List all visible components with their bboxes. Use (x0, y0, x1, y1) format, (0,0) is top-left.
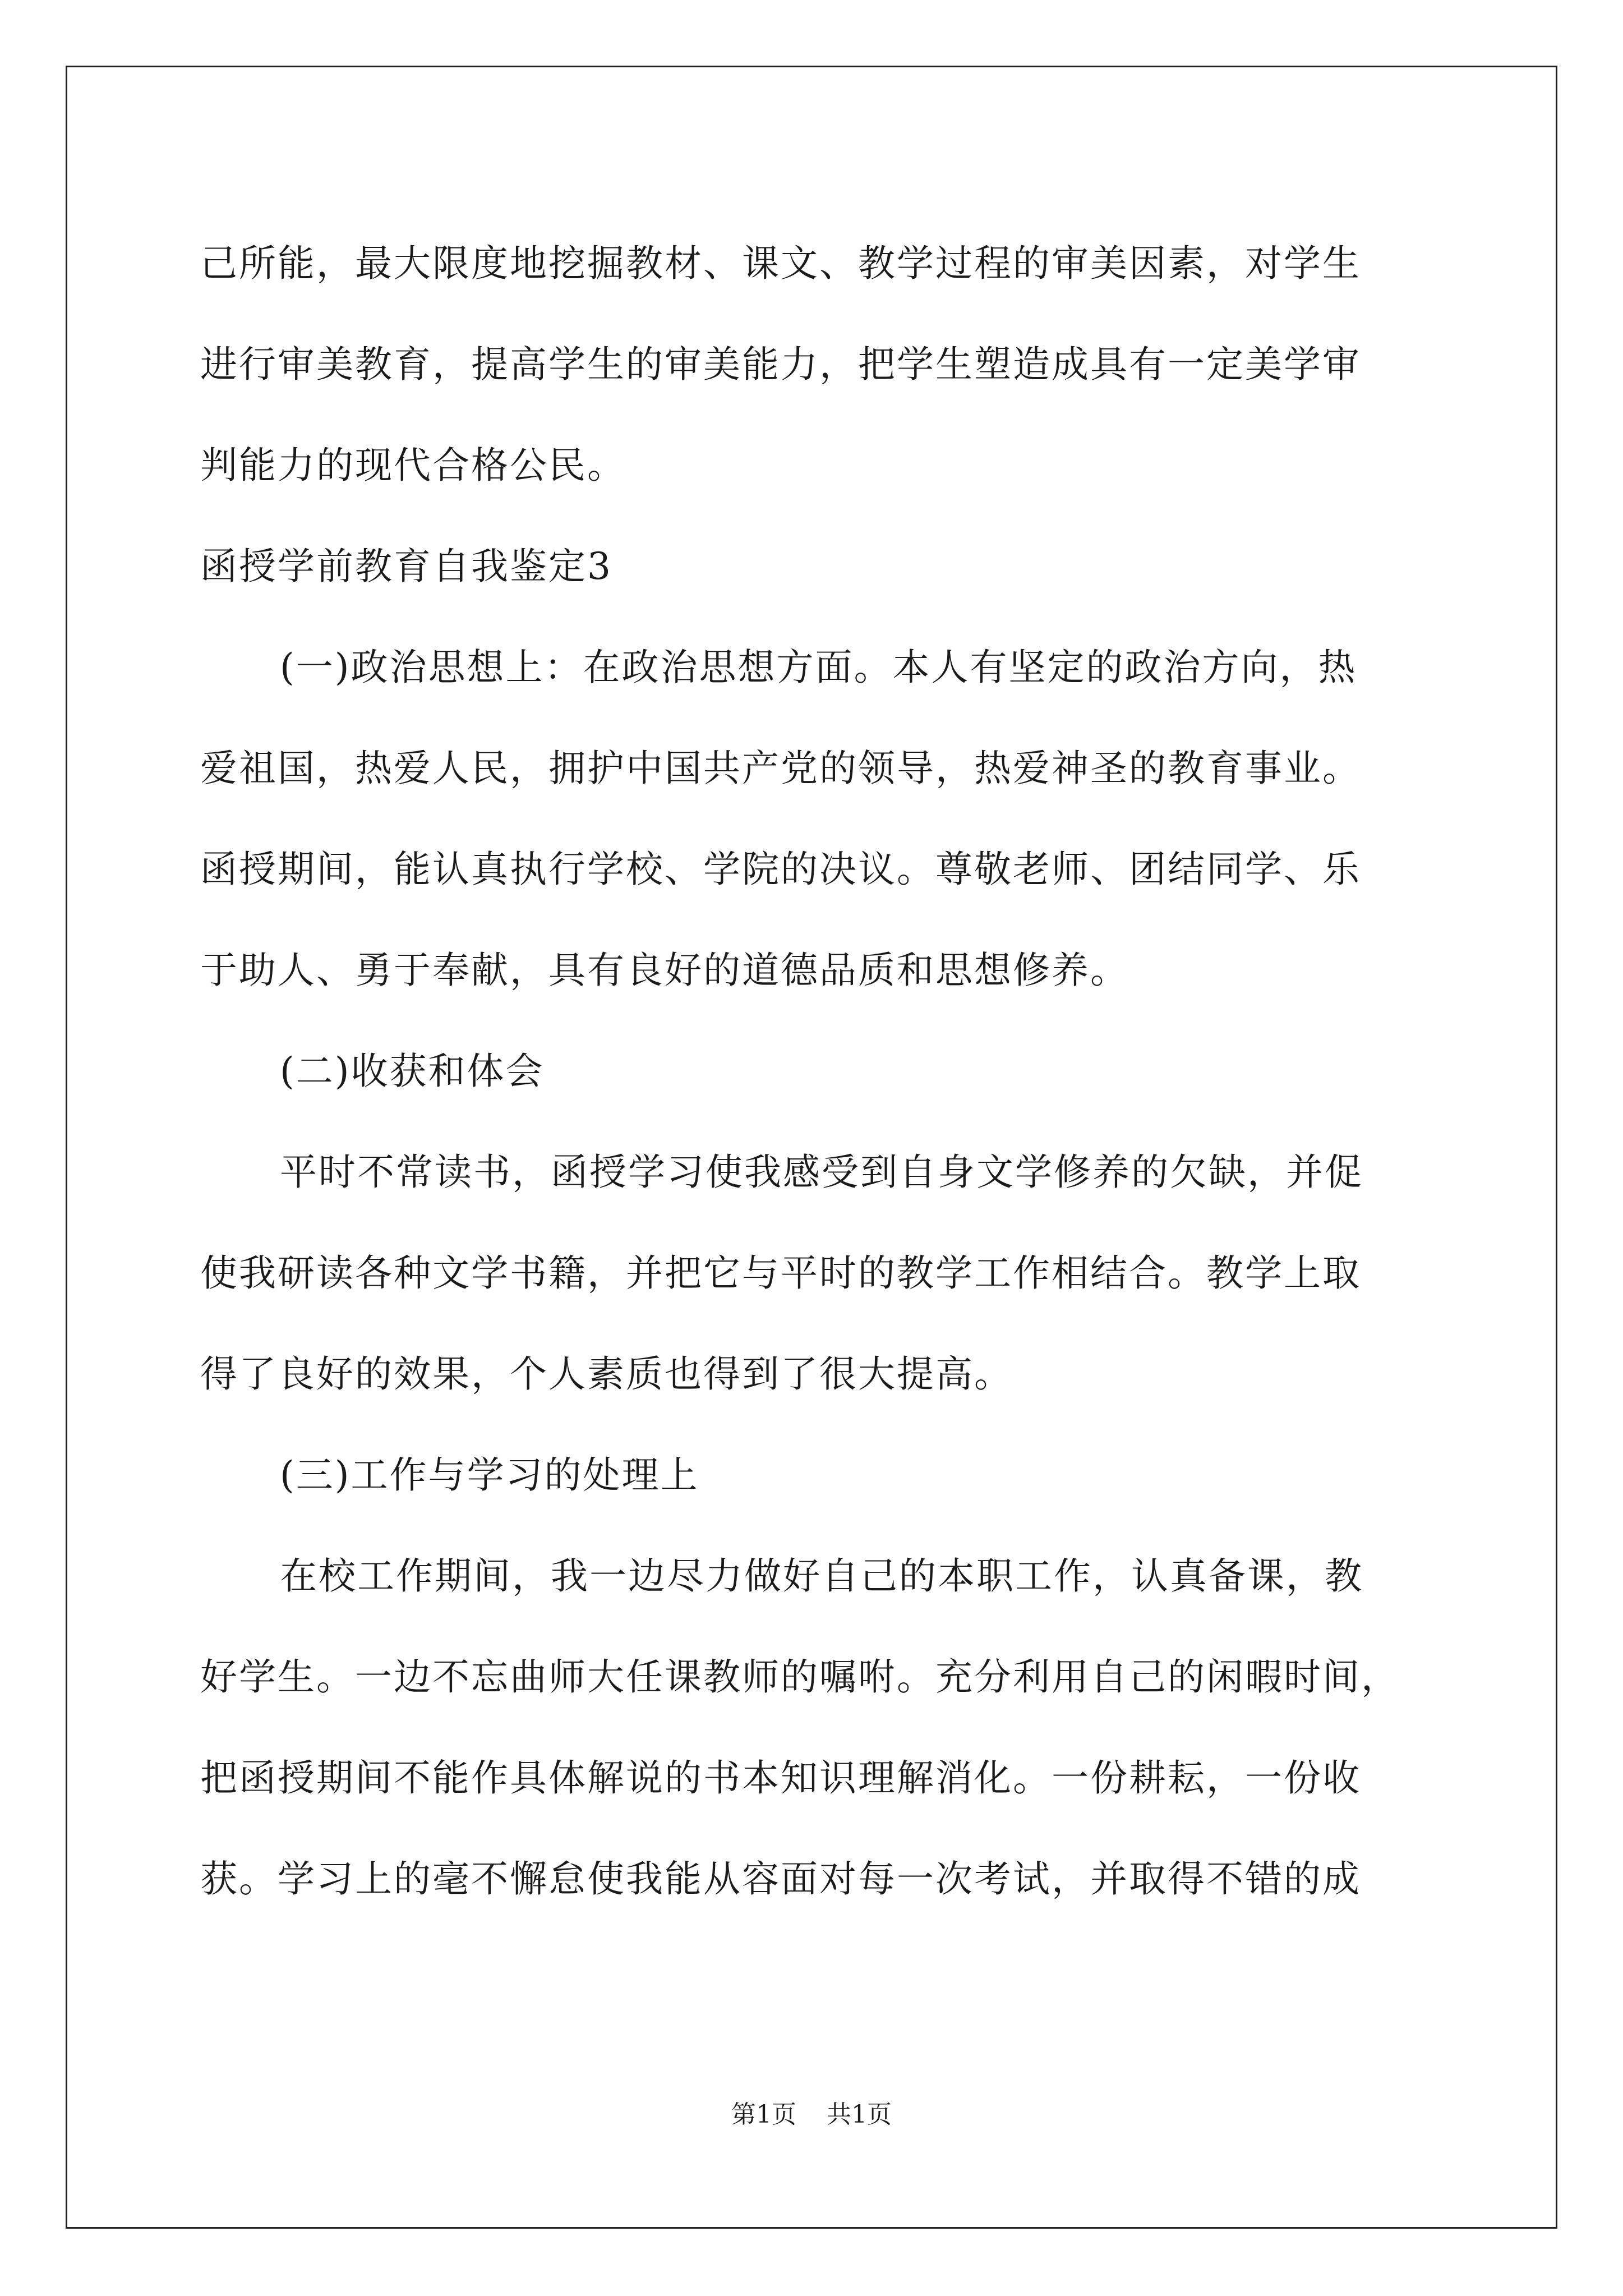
text-line: 得了良好的效果，个人素质也得到了很大提高。 (200, 1352, 1013, 1396)
text-line: 爱祖国，热爱人民，拥护中国共产党的领导，热爱神圣的教育事业。 (200, 747, 1361, 790)
page-footer (0, 2098, 1623, 2132)
page-total: 共1页 (827, 2100, 892, 2129)
text-line: 于助人、勇于奉献，具有良好的道德品质和思想修养。 (200, 949, 1129, 992)
text-line: 在校工作期间，我一边尽力做好自己的本职工作，认真备课，教 (280, 1554, 1363, 1598)
text-line: 好学生。一边不忘曲师大任课教师的嘱咐。充分利用自己的闲暇时间， (200, 1655, 1400, 1699)
text-line: 使我研读各种文学书籍，并把它与平时的教学工作相结合。教学上取 (200, 1251, 1361, 1295)
page-number: 第1页 (731, 2100, 796, 2129)
subsection-heading: (二)收获和体会 (280, 1050, 545, 1093)
text-line: (一)政治思想上：在政治思想方面。本人有坚定的政治方向，热 (280, 646, 1357, 689)
text-line: 进行审美教育，提高学生的审美能力，把学生塑造成具有一定美学审 (200, 343, 1361, 386)
section-heading: 函授学前教育自我鉴定3 (200, 545, 612, 588)
text-line: 获。学习上的毫不懈怠使我能从容面对每一次考试，并取得不错的成 (200, 1857, 1361, 1901)
subsection-heading: (三)工作与学习的处理上 (280, 1453, 699, 1497)
text-line: 函授期间，能认真执行学校、学院的决议。尊敬老师、团结同学、乐 (200, 848, 1361, 891)
text-line: 把函授期间不能作具体解说的书本知识理解消化。一份耕耘，一份收 (200, 1756, 1361, 1800)
text-line: 己所能，最大限度地挖掘教材、课文、教学过程的审美因素，对学生 (200, 242, 1361, 285)
text-line: 判能力的现代合格公民。 (200, 444, 626, 487)
document-body (200, 213, 1428, 1930)
text-line: 平时不常读书，函授学习使我感受到自身文学修养的欠缺，并促 (280, 1151, 1363, 1194)
